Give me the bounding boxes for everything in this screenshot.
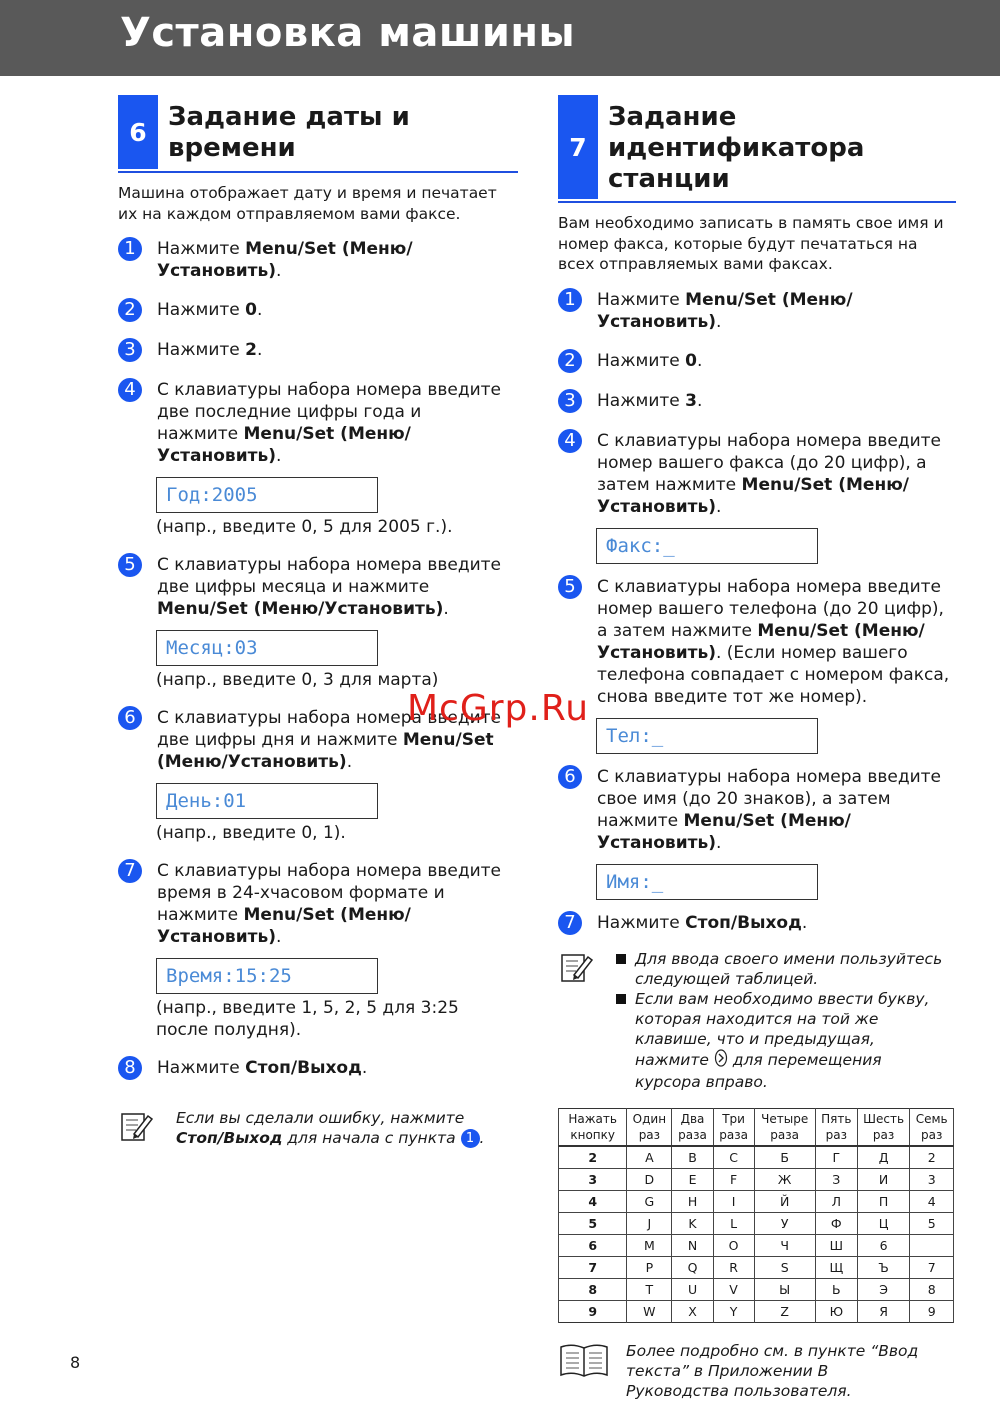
section-title: Задание даты и времени [168, 102, 410, 163]
step-text: С клавиатуры набора номера введите время в 24-хчасовом формате и нажмите Menu/Set (Меню/Установить). [157, 861, 501, 947]
table-cell: Ю [815, 1300, 857, 1322]
step-item [558, 289, 956, 333]
table-cell: 6 [857, 1234, 910, 1256]
step-item [558, 430, 956, 518]
table-cell: Ы [754, 1278, 815, 1300]
table-header: Один раз [627, 1108, 672, 1146]
step-number: 7 [118, 859, 142, 883]
step-text: Нажмите Стоп/Выход. [597, 912, 808, 933]
watermark: McGrp.Ru [407, 688, 590, 729]
table-cell: O [713, 1234, 754, 1256]
lcd-display: Время:15:25 [156, 958, 378, 994]
table-cell: 3 [910, 1168, 954, 1190]
table-cell: V [713, 1278, 754, 1300]
table-key-cell: 7 [559, 1256, 627, 1278]
table-cell: Ч [754, 1234, 815, 1256]
table-cell: N [672, 1234, 713, 1256]
step-text: С клавиатуры набора номера введите две цифры месяца и нажмите Menu/Set (Меню/Установить). [157, 555, 501, 619]
step-item [558, 350, 956, 373]
table-row [559, 1212, 954, 1234]
page-number: 8 [70, 1353, 81, 1372]
table-cell: R [713, 1256, 754, 1278]
table-cell: Ц [857, 1212, 910, 1234]
table-key-cell: 4 [559, 1190, 627, 1212]
table-cell: Ь [815, 1278, 857, 1300]
table-cell: M [627, 1234, 672, 1256]
table-row [559, 1278, 954, 1300]
table-key-cell: 9 [559, 1300, 627, 1322]
table-cell: 8 [910, 1278, 954, 1300]
step-number: 3 [118, 338, 142, 362]
table-header: Три раза [713, 1108, 754, 1146]
table-key-cell: 2 [559, 1146, 627, 1169]
step-ref-badge: 1 [461, 1129, 480, 1148]
section-number-badge: 6 [118, 95, 158, 169]
step-example: (напр., введите 0, 1). [156, 823, 346, 843]
step-number: 4 [558, 429, 582, 453]
table-cell: P [627, 1256, 672, 1278]
table-header: Два раза [672, 1108, 713, 1146]
step-text: С клавиатуры набора номера введите номер вашего телефона (до 20 цифр), а затем нажмите Menu/Set (Меню/Установить). (Если номер вашего телефона совпадает с номером факса, снова введите тот же номер). [597, 576, 950, 707]
table-cell: Z [754, 1300, 815, 1322]
note-box [558, 949, 956, 1092]
table-cell: 9 [910, 1300, 954, 1322]
lcd-display: Тел:_ [596, 718, 818, 754]
table-cell: C [713, 1146, 754, 1169]
cursor-right-key-icon [714, 1049, 728, 1072]
table-key-cell: 5 [559, 1212, 627, 1234]
note-pencil-icon [118, 1108, 158, 1144]
note-bullet: Если вам необходимо ввести букву, которая находится на той же клавише, что и предыдущая, нажмите для перемещения курсора вправо. [616, 989, 951, 1092]
note-bullet: Для ввода своего имени пользуйтесь следующей таблицей. [616, 949, 951, 989]
step-number: 8 [118, 1056, 142, 1080]
table-cell: Б [754, 1146, 815, 1169]
step-item [558, 390, 956, 413]
step-number: 5 [118, 553, 142, 577]
step-number: 4 [118, 378, 142, 402]
table-row [559, 1234, 954, 1256]
lcd-display: Месяц:03 [156, 630, 378, 666]
step-number: 2 [118, 298, 142, 322]
table-cell: Ъ [857, 1256, 910, 1278]
table-cell: Y [713, 1300, 754, 1322]
table-cell: П [857, 1190, 910, 1212]
table-cell: И [857, 1168, 910, 1190]
step-item [118, 238, 518, 282]
table-cell: Г [815, 1146, 857, 1169]
step-item [558, 766, 956, 854]
step-number: 6 [558, 765, 582, 789]
table-row [559, 1190, 954, 1212]
table-cell: A [627, 1146, 672, 1169]
table-cell: Q [672, 1256, 713, 1278]
table-cell: Д [857, 1146, 910, 1169]
step-item [118, 860, 518, 948]
table-cell: S [754, 1256, 815, 1278]
table-cell: X [672, 1300, 713, 1322]
step-text: Нажмите Menu/Set (Меню/Установить). [597, 289, 853, 332]
step-item [118, 339, 518, 362]
reference-text: Более подробно см. в пункте “Ввод текста” в Приложении B Руководства пользователя. [626, 1341, 919, 1400]
table-cell: D [627, 1168, 672, 1190]
step-item [118, 299, 518, 322]
table-cell: Щ [815, 1256, 857, 1278]
table-header: Семь раз [910, 1108, 954, 1146]
table-cell: Э [857, 1278, 910, 1300]
section-7-heading [558, 95, 956, 203]
note-box [118, 1108, 518, 1148]
table-cell: G [627, 1190, 672, 1212]
table-cell: З [815, 1168, 857, 1190]
step-item [118, 379, 518, 467]
table-key-cell: 6 [559, 1234, 627, 1256]
table-cell: F [713, 1168, 754, 1190]
table-row [559, 1168, 954, 1190]
table-cell: K [672, 1212, 713, 1234]
table-cell: H [672, 1190, 713, 1212]
table-row [559, 1146, 954, 1169]
table-cell: Й [754, 1190, 815, 1212]
table-header: Четыре раза [754, 1108, 815, 1146]
page-title: Установка машины [120, 10, 576, 56]
step-text: Нажмите 0. [597, 350, 703, 371]
step-text: С клавиатуры набора номера введите две последние цифры года и нажмите Menu/Set (Меню/Установить). [157, 380, 501, 466]
step-example: (напр., введите 0, 3 для марта) [156, 670, 439, 690]
lcd-display: Имя:_ [596, 864, 818, 900]
step-number: 2 [558, 349, 582, 373]
table-cell: Ф [815, 1212, 857, 1234]
table-key-cell: 8 [559, 1278, 627, 1300]
table-cell: B [672, 1146, 713, 1169]
step-text: Нажмите 2. [157, 340, 263, 360]
step-text: Нажмите Стоп/Выход. [157, 1058, 368, 1078]
note-bullets [616, 949, 951, 1092]
step-text: Нажмите Menu/Set (Меню/Установить). [157, 239, 413, 281]
step-number: 6 [118, 706, 142, 730]
table-header: Шесть раз [857, 1108, 910, 1146]
table-cell: Ж [754, 1168, 815, 1190]
section-number-badge: 7 [558, 95, 598, 199]
step-item [118, 554, 518, 620]
section-6-heading [118, 95, 518, 173]
table-row [559, 1300, 954, 1322]
table-key-cell: 3 [559, 1168, 627, 1190]
step-number: 3 [558, 389, 582, 413]
table-cell: 5 [910, 1212, 954, 1234]
lcd-display: День:01 [156, 783, 378, 819]
section-title: Задание идентификатора станции [608, 102, 865, 194]
reference-note [558, 1341, 956, 1401]
section-intro: Вам необходимо записать в память свое имя и номер факса, которые будут печататься на всех отправляемых вами факсах. [558, 214, 944, 273]
step-text: Нажмите 3. [597, 390, 703, 411]
book-icon [558, 1341, 610, 1377]
table-cell: W [627, 1300, 672, 1322]
table-cell: 4 [910, 1190, 954, 1212]
step-text: С клавиатуры набора номера введите две цифры дня и нажмите Menu/Set (Меню/Установить). [157, 708, 501, 772]
step-text: Нажмите 0. [157, 300, 263, 320]
note-text: Если вы сделали ошибку, нажмите Стоп/Выход для начала с пункта 1 . [176, 1109, 485, 1147]
table-header: Пять раз [815, 1108, 857, 1146]
page-header-bar [0, 0, 1000, 76]
table-cell [910, 1234, 954, 1256]
step-item [118, 1057, 518, 1080]
table-cell: J [627, 1212, 672, 1234]
table-cell: Л [815, 1190, 857, 1212]
table-header-row [559, 1108, 954, 1146]
table-cell: 7 [910, 1256, 954, 1278]
lcd-display: Год:2005 [156, 477, 378, 513]
table-cell: T [627, 1278, 672, 1300]
table-cell: E [672, 1168, 713, 1190]
step-text: С клавиатуры набора номера введите номер вашего факса (до 20 цифр), а затем нажмите Menu/Set (Меню/Установить). [597, 430, 941, 517]
step-number: 1 [118, 237, 142, 261]
table-header: Нажать кнопку [559, 1108, 627, 1146]
note-pencil-icon [558, 949, 598, 985]
table-cell: U [672, 1278, 713, 1300]
table-cell: 2 [910, 1146, 954, 1169]
step-number: 1 [558, 288, 582, 312]
section-date-time [118, 95, 518, 1148]
step-item [558, 912, 956, 935]
table-cell: Я [857, 1300, 910, 1322]
letter-input-table [558, 1108, 954, 1323]
table-row [559, 1256, 954, 1278]
step-number: 5 [558, 575, 582, 599]
table-cell: I [713, 1190, 754, 1212]
step-example: (напр., введите 1, 5, 2, 5 для 3:25 после полудня). [156, 998, 459, 1040]
step-example: (напр., введите 0, 5 для 2005 г.). [156, 517, 453, 537]
section-intro: Машина отображает дату и время и печатает их на каждом отправляемом вами факсе. [118, 184, 497, 223]
table-cell: L [713, 1212, 754, 1234]
table-cell: У [754, 1212, 815, 1234]
section-station-id [558, 95, 956, 1401]
step-number: 7 [558, 911, 582, 935]
step-item [558, 576, 956, 708]
step-text: С клавиатуры набора номера введите свое имя (до 20 знаков), а затем нажмите Menu/Set (Меню/Установить). [597, 766, 941, 853]
lcd-display: Факс:_ [596, 528, 818, 564]
table-cell: Ш [815, 1234, 857, 1256]
